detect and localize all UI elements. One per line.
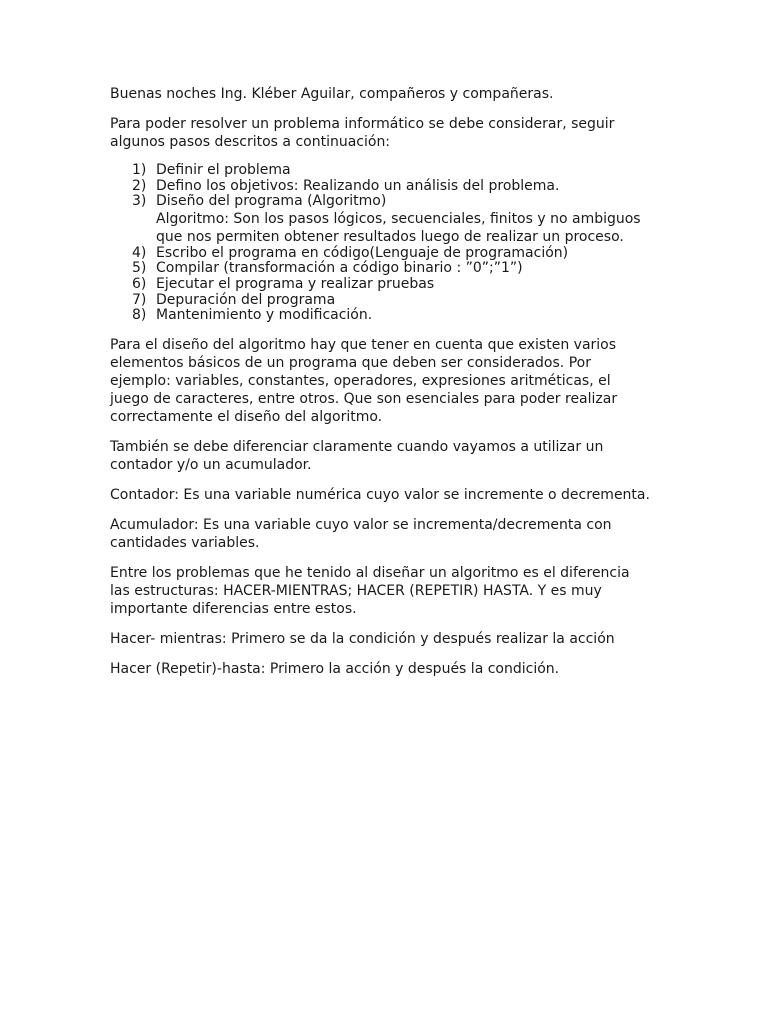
list-item xyxy=(110,261,670,277)
greeting-text: Buenas noches Ing. Kléber Aguilar, compañeros y compañeras. xyxy=(110,86,554,102)
list-item xyxy=(110,194,670,246)
step-number: 2) xyxy=(132,177,147,194)
acumulador-definition: Acumulador: Es una variable cuyo valor se incrementa/decrementa con cantidades variables. xyxy=(110,516,612,551)
list-item xyxy=(110,308,670,324)
list-item xyxy=(110,163,670,179)
step-text: Definir el problema xyxy=(156,162,291,178)
intro-text: Para poder resolver un problema informático se debe considerar, seguir algunos pasos descritos a continuación: xyxy=(110,116,615,150)
list-item xyxy=(110,277,670,293)
step-text: Depuración del programa xyxy=(156,291,336,308)
step-text: Mantenimiento y modificación. xyxy=(156,307,373,324)
step-number: 5) xyxy=(132,260,147,277)
step-text: Escribo el programa en código(Lenguaje de programación) xyxy=(156,244,569,261)
step-number: 1) xyxy=(132,162,147,178)
step-number: 7) xyxy=(132,291,147,308)
document-page xyxy=(110,85,670,690)
list-item xyxy=(110,246,670,262)
step-number: 8) xyxy=(132,307,147,324)
list-item xyxy=(110,293,670,309)
step-number: 4) xyxy=(132,244,147,261)
step-text: Ejecutar el programa y realizar pruebas xyxy=(156,275,435,292)
algorithm-definition: Algoritmo: Son los pasos lógicos, secuenciales, finitos y no ambiguos que nos permiten obtener resultados luego de realizar un proceso. xyxy=(156,210,641,245)
steps-list xyxy=(110,163,670,324)
step-number: 3) xyxy=(132,193,147,210)
list-item xyxy=(110,179,670,195)
step-text: Defino los objetivos: Realizando un análisis del problema. xyxy=(156,177,560,194)
contador-definition: Contador: Es una variable numérica cuyo valor se incremente o decrementa. xyxy=(110,486,650,503)
hacer-hasta-text: Hacer (Repetir)-hasta: Primero la acción y después la condición. xyxy=(110,660,560,677)
problems-paragraph: Entre los problemas que he tenido al diseñar un algoritmo es el diferencia las estructuras: HACER-MIENTRAS; HACER (REPETIR) HASTA. Y es muy importante diferencias entre estos. xyxy=(110,564,630,617)
design-paragraph: Para el diseño del algoritmo hay que tener en cuenta que existen varios elementos básicos de un programa que deben ser considerados. Por ejemplo: variables, constantes, operadores, expresiones aritméticas, el juego de caracteres, entre otros. Que son esenciales para poder realizar correctamente el diseño del algoritmo. xyxy=(110,336,618,425)
counter-paragraph: También se debe diferenciar claramente cuando vayamos a utilizar un contador y/o un acumulador. xyxy=(110,438,604,473)
hacer-mientras-text: Hacer- mientras: Primero se da la condición y después realizar la acción xyxy=(110,630,615,647)
step-number: 6) xyxy=(132,275,147,292)
step-text: Diseño del programa (Algoritmo) xyxy=(156,193,387,210)
step-text: Compilar (transformación a código binario : ”0”;”1”) xyxy=(156,260,523,277)
